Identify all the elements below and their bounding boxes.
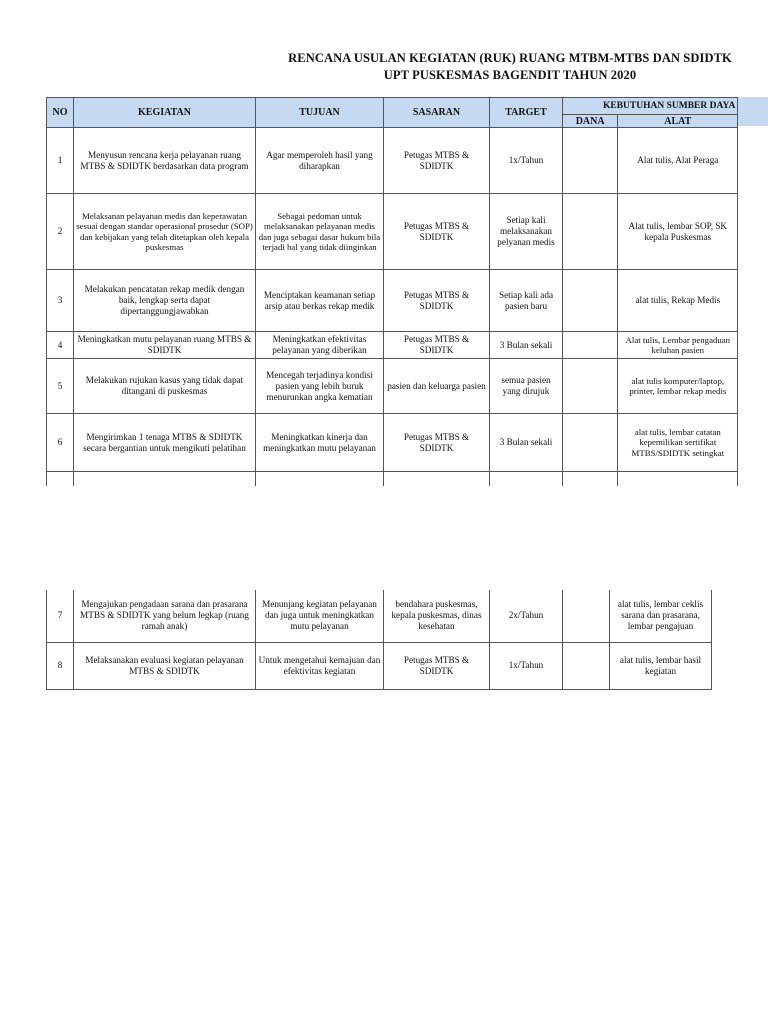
cell-no: 8 (47, 642, 74, 689)
cell-tujuan: Sebagai pedoman untuk melaksanakan pelayanan medis dan juga sebagai dasar hukum bila terjadi hal yang tidak diinginkan (256, 194, 384, 270)
cell-sasaran: Petugas MTBS & SDIDTK (384, 270, 490, 332)
cell-alat: Alat tulis, lembar SOP, SK kepala Puskesmas (618, 194, 738, 270)
cell-alat: alat tulis, lembar ceklis sarana dan prasarana, lembar pengajuan (610, 590, 712, 642)
cell-alat: Alat tulis, Lembar pengaduan keluhan pasien (618, 332, 738, 359)
cell-no: 3 (47, 270, 74, 332)
cell-dana (563, 332, 618, 359)
cell-kegiatan: Mengirimkan 1 tenaga MTBS & SDIDTK secara bergantian untuk mengikuti pelatihan (74, 414, 256, 472)
ruk-table-page1 (46, 97, 738, 486)
cell-sasaran: Petugas MTBS & SDIDTK (384, 128, 490, 194)
header-sasaran: SASARAN (384, 98, 490, 128)
cell-target: 3 Bulan sekali (490, 332, 563, 359)
cell-kegiatan: Menyusun rencana kerja pelayanan ruang MTBS & SDIDTK berdasarkan data program (74, 128, 256, 194)
cell-tujuan: Meningkatkan efektivitas pelayanan yang diberikan (256, 332, 384, 359)
cell-sasaran: Petugas MTBS & SDIDTK (384, 332, 490, 359)
cell-dana (563, 270, 618, 332)
cell-kegiatan: Meningkatkan mutu pelayanan ruang MTBS & SDIDTK (74, 332, 256, 359)
cell-dana (563, 359, 618, 414)
header-kegiatan: KEGIATAN (74, 98, 256, 128)
cell-no: 5 (47, 359, 74, 414)
table-row (47, 128, 738, 194)
cell-kegiatan: Melaksanan pelayanan medis dan keperawatan sesuai dengan standar operasional prosedur (SOP) dan kebijakan yang telah ditetapkan oleh kepala puskesmas (74, 194, 256, 270)
cell-target: 1x/Tahun (490, 128, 563, 194)
cell-tujuan: Untuk mengetahui kemajuan dan efektivitas kegiatan (256, 642, 384, 689)
cell-no: 2 (47, 194, 74, 270)
cell-target: semua pasien yang dirujuk (490, 359, 563, 414)
cell-sasaran: Petugas MTBS & SDIDTK (384, 414, 490, 472)
cell-dana (563, 414, 618, 472)
table-row (47, 642, 712, 689)
cell-no: 6 (47, 414, 74, 472)
cell-tujuan: Menciptakan keamanan setiap arsip atau berkas rekap medik (256, 270, 384, 332)
cell-target: 3 Bulan sekali (490, 414, 563, 472)
cell-dana (563, 590, 610, 642)
header-no: NO (47, 98, 74, 128)
cell-tujuan: Mencegah terjadinya kondisi pasien yang lebih buruk menurunkan angka kematian (256, 359, 384, 414)
cell-kegiatan: Melaksanakan evaluasi kegiatan pelayanan MTBS & SDIDTK (74, 642, 256, 689)
ruk-table-page2 (46, 590, 712, 690)
document-title: RENCANA USULAN KEGIATAN (RUK) RUANG MTBM-MTBS DAN SDIDTK (288, 51, 732, 65)
cell-kegiatan: Mengajukan pengadaan sarana dan prasarana MTBS & SDIDTK yang belum legkap (ruang ramah anak) (74, 590, 256, 642)
header-kebutuhan: KEBUTUHAN SUMBER DAYA (563, 98, 738, 115)
cell-alat: Alat tulis, Alat Peraga (618, 128, 738, 194)
page-break-row (47, 472, 738, 486)
cell-alat: alat tulis, Rekap Medis (618, 270, 738, 332)
table-row (47, 414, 738, 472)
cell-dana (563, 642, 610, 689)
cell-tujuan: Meningkatkan kinerja dan meningkatkan mutu pelayanan (256, 414, 384, 472)
cell-tujuan: Menunjang kegiatan pelayanan dan juga untuk meningkatkan mutu pelayanan (256, 590, 384, 642)
table-row (47, 270, 738, 332)
cell-kegiatan: Melakukan rujukan kasus yang tidak dapat ditangani di puskesmas (74, 359, 256, 414)
cell-dana (563, 194, 618, 270)
cell-target: Setiap kali ada pasien baru (490, 270, 563, 332)
cell-sasaran: Petugas MTBS & SDIDTK (384, 194, 490, 270)
cell-target: 2x/Tahun (490, 590, 563, 642)
table-row (47, 194, 738, 270)
cell-alat: alat tulis, lembar catatan kepemilikan sertifikat MTBS/SDIDTK setingkat (618, 414, 738, 472)
header-target: TARGET (490, 98, 563, 128)
header-dana: DANA (563, 115, 618, 128)
table-row (47, 359, 738, 414)
cell-sasaran: pasien dan keluarga pasien (384, 359, 490, 414)
table-row (47, 332, 738, 359)
cell-alat: alat tulis, lembar hasil kegiatan (610, 642, 712, 689)
document-subtitle: UPT PUSKESMAS BAGENDIT TAHUN 2020 (383, 68, 637, 82)
cell-target: 1x/Tahun (490, 642, 563, 689)
header-tujuan: TUJUAN (256, 98, 384, 128)
cell-target: Setiap kali melaksanakan pelyanan medis (490, 194, 563, 270)
cell-no: 7 (47, 590, 74, 642)
cell-dana (563, 128, 618, 194)
cell-alat: alat tulis komputer/laptop, printer, lembar rekap medis (618, 359, 738, 414)
cell-no: 4 (47, 332, 74, 359)
header-alat: ALAT (618, 115, 738, 128)
cell-sasaran: Petugas MTBS & SDIDTK (384, 642, 490, 689)
table-row (47, 590, 712, 642)
cell-sasaran: bendahara puskesmas, kepala puskesmas, dinas kesehatan (384, 590, 490, 642)
cell-kegiatan: Melakukan pencatatan rekap medik dengan baik, lengkap serta dapat dipertanggungjawabkan (74, 270, 256, 332)
cell-no: 1 (47, 128, 74, 194)
cell-tujuan: Agar memperoleh hasil yang diharapkan (256, 128, 384, 194)
